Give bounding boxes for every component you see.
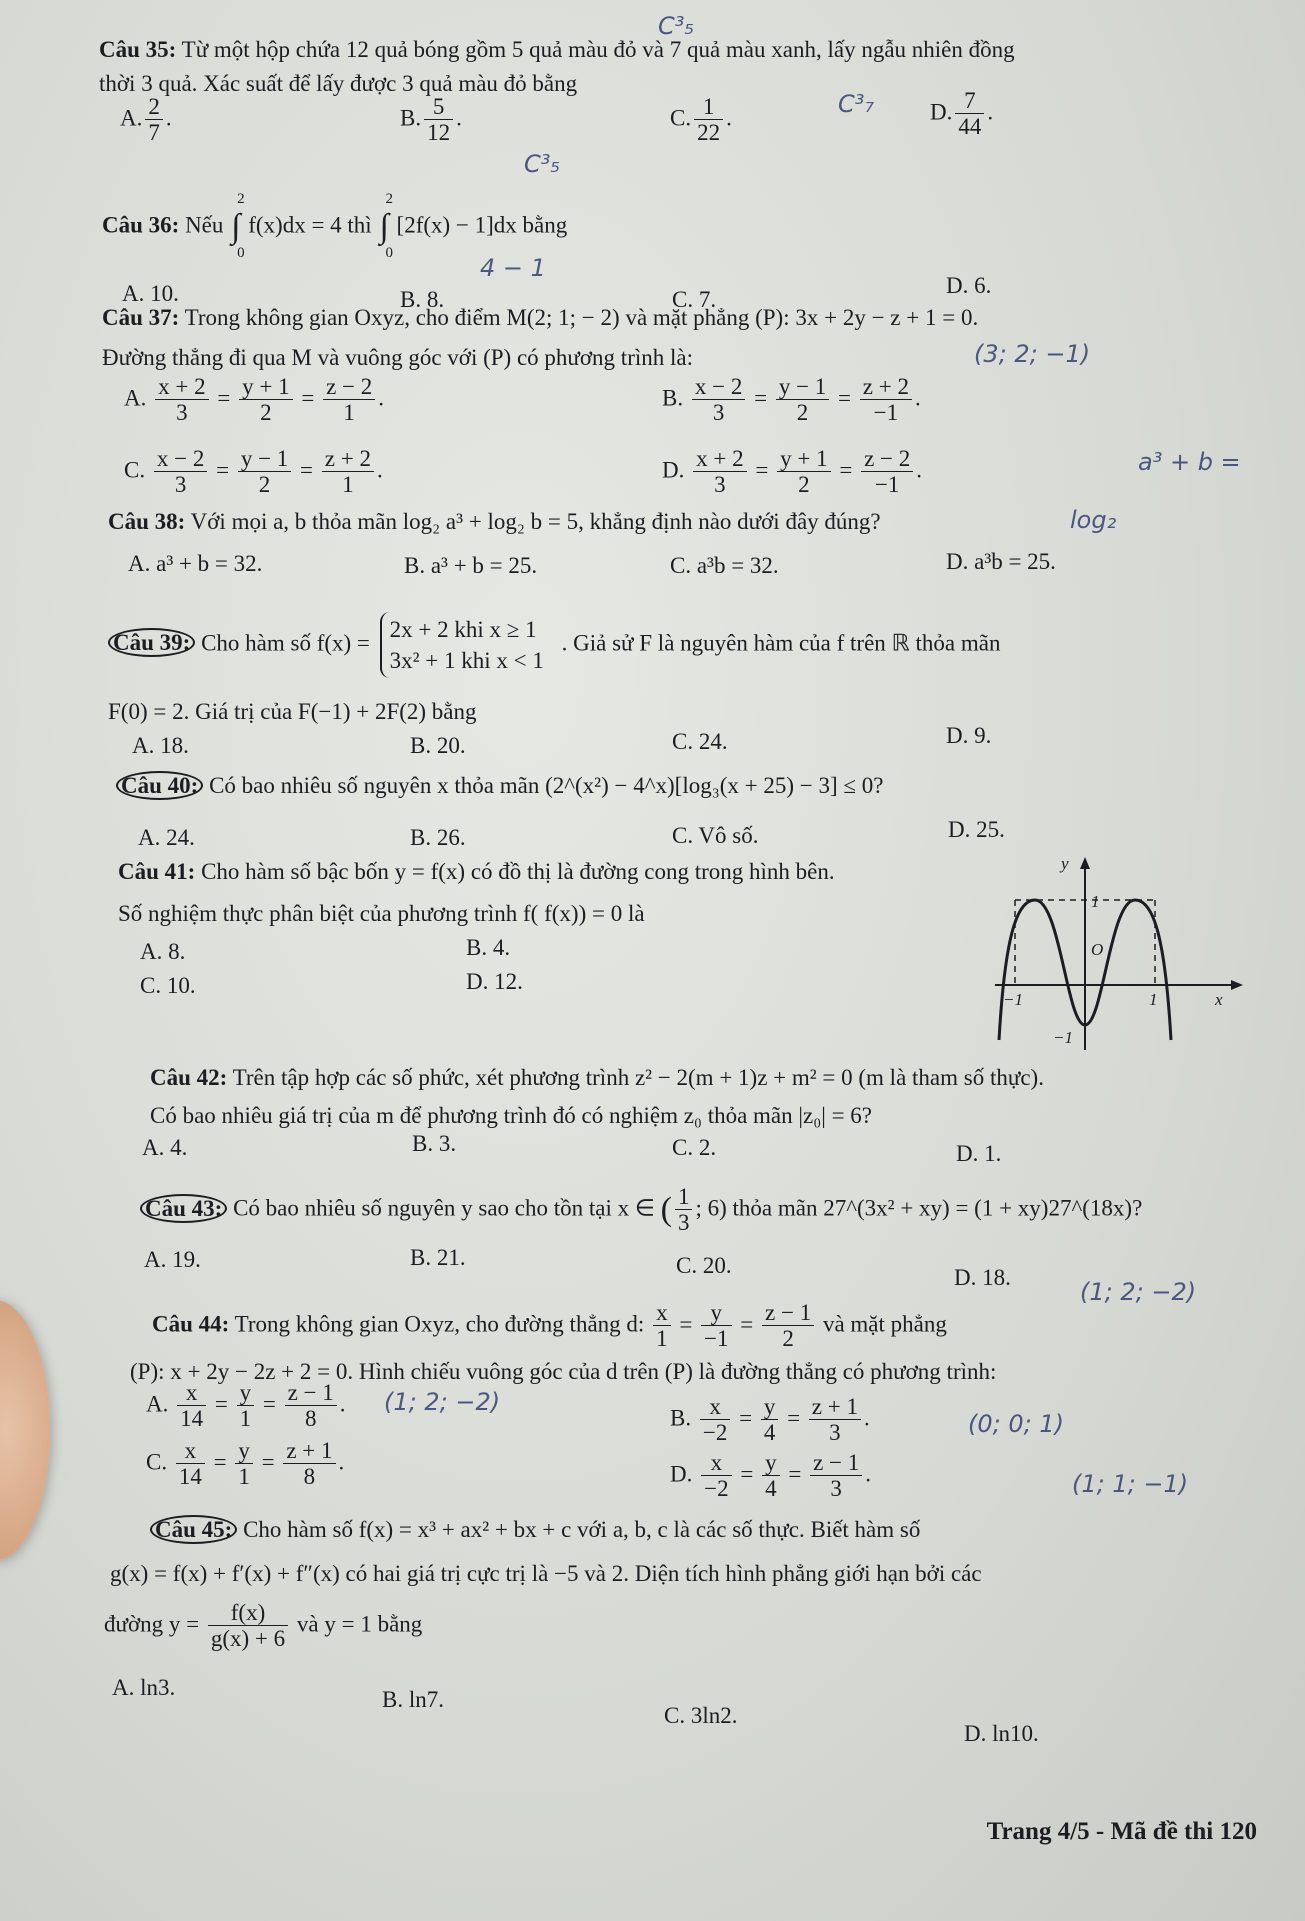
option-c: C. $\frac{x}{14}$ = $\frac{y}{1}$ = $\frac{z + 1}{8}$ .: [146, 1438, 345, 1490]
handwritten-note: a³ + b =: [1138, 448, 1241, 476]
fraction: $\frac{x}{-2}$: [701, 1450, 731, 1503]
page-footer: Trang 4/5 - Mã đề thi 120: [986, 1818, 1257, 1845]
option-b: B. $\frac{x}{-2}$ = $\frac{y}{4}$ = $\frac{z + 1}{3}$ .: [670, 1394, 870, 1446]
fraction: $\frac{y + 1}{2}$: [777, 446, 830, 499]
question-label: Câu 39:: [108, 628, 195, 657]
option-b: B. 20.: [410, 733, 466, 758]
option-c: C. 7.: [672, 287, 717, 312]
option-a: A. $\frac{x}{14}$ = $\frac{y}{1}$ = $\frac{z - 1}{8}$ .: [146, 1380, 346, 1432]
option-d: D. 12.: [466, 969, 523, 994]
question-text: Trong không gian Oxyz, cho điểm M(2; 1; − 2) và mặt phẳng (P): 3x + 2y − z + 1 = 0.: [184, 305, 979, 330]
handwritten-note: C³₅: [524, 150, 560, 178]
fraction: $\frac{z + 1}{8}$: [283, 1438, 335, 1491]
option-a: A. 18.: [132, 733, 189, 758]
fraction: $\frac{x + 2}{3}$: [693, 446, 746, 499]
handwritten-note: log₂: [1070, 506, 1117, 534]
integral-sign: ∫ 2 0: [231, 191, 245, 261]
option-d: D. a³b = 25.: [946, 549, 1056, 574]
option-c: C. 3ln2.: [664, 1703, 738, 1728]
handwritten-note: (1; 1; −1): [1072, 1470, 1189, 1498]
handwritten-note: C³₅: [658, 12, 694, 40]
question-text: Từ một hộp chứa 12 quả bóng gồm 5 quả màu đỏ và 7 quả màu xanh, lấy ngẫu nhiên đồng: [181, 37, 1015, 62]
fraction: $\frac{y}{4}$: [761, 1394, 779, 1447]
option-b: B. ln7.: [382, 1687, 444, 1712]
question-text: và mặt phẳng: [822, 1311, 947, 1337]
question-text: Số nghiệm thực phân biệt của phương trình f( f(x)) = 0 là: [118, 901, 645, 926]
fraction: $\frac{y - 1}{2}$: [776, 374, 829, 427]
option-c: C. a³b = 32.: [670, 553, 779, 578]
option-c: C. Vô số.: [672, 823, 759, 848]
option-a: A. 24.: [138, 825, 195, 850]
question-text: Trong không gian Oxyz, cho đường thẳng d:: [234, 1311, 645, 1337]
option-b: B. a³ + b = 25.: [404, 553, 538, 578]
question-text: Có bao nhiêu số nguyên y sao cho tồn tại x ∈: [233, 1195, 655, 1221]
fraction: $\frac{z - 1}{2}$: [762, 1300, 814, 1353]
option-c: C. $\frac{x - 2}{3}$ = $\frac{y - 1}{2}$ = $\frac{z + 2}{1}$ .: [124, 446, 383, 498]
question-text: Cho hàm số f(x) = x³ + ax² + bx + c với a, b, c là các số thực. Biết hàm số: [243, 1517, 921, 1542]
fraction: $\frac{x - 2}{3}$: [692, 374, 745, 427]
fraction: $\frac{y + 1}{2}$: [239, 374, 292, 427]
fraction: $\frac{x - 2}{3}$: [154, 446, 207, 499]
question-text: . Giả sử F là nguyên hàm của f trên ℝ thỏa mãn: [561, 630, 1001, 656]
x-axis-arrow: [1231, 980, 1243, 990]
option-b: B. 8.: [400, 287, 445, 312]
tick-x-1: 1: [1149, 990, 1158, 1009]
option-b: B. $\frac{x - 2}{3}$ = $\frac{y - 1}{2}$ = $\frac{z + 2}{-1}$ .: [662, 374, 921, 426]
y-label: y: [1061, 855, 1069, 873]
handwritten-note: (1; 2; −2): [1080, 1278, 1197, 1306]
option-b: B. 21.: [410, 1245, 466, 1270]
fraction: $\frac{z - 1}{3}$: [810, 1450, 862, 1503]
fraction: $\frac{z + 1}{3}$: [809, 1394, 861, 1447]
option-c: C. 24.: [672, 729, 728, 754]
option-b: B. 26.: [410, 825, 466, 850]
question-text: Có bao nhiêu giá trị của m để phương trình đó có nghiệm z₀ thỏa mãn |z₀| = 6?: [150, 1103, 873, 1128]
fraction: $\frac{x}{1}$: [653, 1300, 671, 1353]
question-text: [2f(x) − 1]dx bằng: [396, 212, 568, 238]
option-d: D. 9.: [946, 723, 992, 748]
option-d: D. 25.: [948, 817, 1005, 842]
question-text: Có bao nhiêu số nguyên x thỏa mãn (2^(x²) − 4^x)[log₃(x + 25) − 3] ≤ 0?: [209, 773, 884, 798]
option-d: D. 18.: [954, 1265, 1011, 1290]
fraction: $\frac{x}{14}$: [176, 1438, 205, 1491]
question-text: Cho hàm số f(x) =: [201, 630, 370, 656]
option-d: D. 1.: [956, 1141, 1002, 1166]
question-label: Câu 42:: [150, 1065, 228, 1090]
question-text: Trên tập hợp các số phức, xét phương trình z² − 2(m + 1)z + m² = 0 (m là tham số thực).: [232, 1065, 1044, 1090]
line-equation: $\frac{x}{1}$ = $\frac{y}{-1}$ = $\frac{z - 1}{2}$: [650, 1312, 823, 1337]
option-d: D. $\frac{x}{-2}$ = $\frac{y}{4}$ = $\frac{z - 1}{3}$ .: [670, 1450, 872, 1502]
question-text: thời 3 quả. Xác suất để lấy được 3 quả màu đỏ bằng: [99, 71, 578, 96]
fraction: $\frac{x}{14}$: [177, 1380, 206, 1433]
piecewise-cases: 2x + 2 khi x ≥ 1 3x² + 1 khi x < 1: [380, 612, 552, 678]
question-text: F(0) = 2. Giá trị của F(−1) + 2F(2) bằng: [108, 699, 477, 724]
fraction: $\frac{y}{-1}$: [701, 1300, 731, 1353]
option-b: B. $\frac{5}{12}$ .: [400, 94, 462, 146]
question-text: f(x)dx = 4 thì: [248, 212, 372, 238]
tick-y-minus-1: −1: [1053, 1028, 1073, 1047]
fraction: $\frac{x}{-2}$: [700, 1394, 730, 1447]
option-b: B. 3.: [412, 1131, 457, 1156]
fraction: $\frac{y}{4}$: [762, 1450, 780, 1503]
handwritten-note: (3; 2; −1): [974, 340, 1091, 368]
option-a: A. 10.: [122, 281, 179, 306]
question-label: Câu 37:: [102, 305, 180, 330]
question-text: Nếu: [185, 212, 224, 238]
quartic-graph: [985, 855, 1245, 1055]
fraction: $\frac{x + 2}{3}$: [155, 374, 208, 427]
question-text: Với mọi a, b thỏa mãn log₂ a³ + log₂ b = 5, khẳng định nào dưới đây đúng?: [190, 509, 881, 534]
question-label: Câu 40:: [116, 771, 203, 800]
question-label: Câu 41:: [118, 859, 196, 884]
question-text: g(x) = f(x) + f′(x) + f″(x) có hai giá trị cực trị là −5 và 2. Diện tích hình phẳng giới hạn bởi các: [110, 1561, 982, 1586]
question-text: Đường thẳng đi qua M và vuông góc với (P) có phương trình là:: [102, 345, 693, 370]
question-text: (P): x + 2y − 2z + 2 = 0. Hình chiếu vuông góc của d trên (P) là đường thẳng có phương trình:: [130, 1359, 997, 1384]
tick-y-1: 1: [1091, 892, 1100, 911]
fraction: $\frac{y}{1}$: [237, 1380, 255, 1433]
fraction: $\frac{y}{1}$: [235, 1438, 253, 1491]
question-label: Câu 38:: [108, 509, 186, 534]
option-d: D. $\frac{7}{44}$ .: [930, 88, 994, 140]
handwritten-note: (0; 0; 1): [968, 1410, 1064, 1438]
option-a: A. 19.: [144, 1247, 201, 1272]
fraction: $\frac{z + 2}{1}$: [322, 446, 374, 499]
question-text: và y = 1 bằng: [296, 1611, 423, 1637]
option-a: A. ln3.: [112, 1675, 176, 1700]
fraction: $\frac{z + 2}{-1}$: [860, 374, 912, 427]
option-d: D. 6.: [946, 273, 992, 298]
handwritten-note: C³₇: [838, 90, 874, 118]
option-c: C. 20.: [676, 1253, 732, 1278]
question-label: Câu 44:: [152, 1311, 230, 1337]
question-text: đường y =: [104, 1611, 200, 1637]
question-label: Câu 43:: [140, 1194, 227, 1223]
question-text: Cho hàm số bậc bốn y = f(x) có đồ thị là đường cong trong hình bên.: [201, 859, 835, 884]
tick-x-minus-1: −1: [1003, 990, 1023, 1009]
origin-label: O: [1091, 940, 1104, 959]
integral-sign: ∫ 2 0: [379, 191, 393, 261]
option-c: C. $\frac{1}{22}$ .: [670, 94, 732, 146]
y-axis-arrow: [1080, 857, 1090, 869]
question-label: Câu 36:: [102, 212, 180, 238]
fraction: $\frac{z - 2}{-1}$: [861, 446, 913, 499]
fraction: $\frac{z - 1}{8}$: [285, 1380, 337, 1433]
option-a: A. 4.: [142, 1135, 188, 1160]
question-text: ; 6) thỏa mãn 27^(3x² + xy) = (1 + xy)27^(18x)?: [695, 1195, 1143, 1221]
handwritten-note: (1; 2; −2): [384, 1388, 501, 1416]
handwritten-note: 4 − 1: [480, 254, 546, 282]
option-a: A. a³ + b = 32.: [128, 551, 263, 576]
option-a: A. $\frac{x + 2}{3}$ = $\frac{y + 1}{2}$ = $\frac{z - 2}{1}$ .: [124, 374, 384, 426]
option-b: B. 4.: [466, 935, 511, 960]
fraction: $\frac{y - 1}{2}$: [238, 446, 291, 499]
option-d: D. $\frac{x + 2}{3}$ = $\frac{y + 1}{2}$ = $\frac{z - 2}{-1}$ .: [662, 446, 922, 498]
option-a: A. $\frac{2}{7}$ .: [120, 94, 172, 146]
option-c: C. 10.: [140, 973, 196, 998]
option-c: C. 2.: [672, 1135, 717, 1160]
option-d: D. ln10.: [964, 1721, 1039, 1746]
question-label: Câu 45:: [150, 1515, 237, 1544]
question-label: Câu 35:: [99, 37, 177, 62]
fraction: $\frac{z - 2}{1}$: [323, 374, 375, 427]
option-a: A. 8.: [140, 939, 186, 964]
x-label: x: [1215, 990, 1223, 1009]
